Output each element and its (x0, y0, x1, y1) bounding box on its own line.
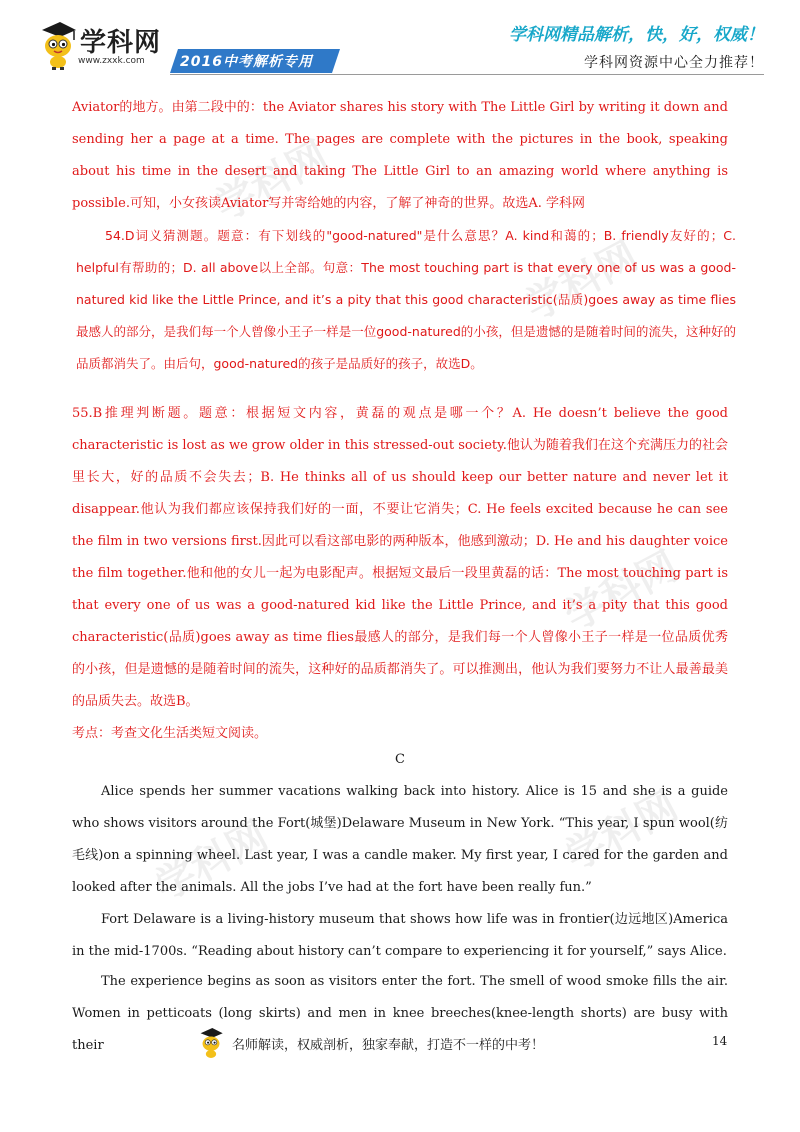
page-header (0, 0, 800, 82)
watermark-logo: 学科网 (207, 133, 336, 231)
watermark-logo: 学科网 (557, 783, 686, 881)
watermark-logo: 学科网 (517, 233, 646, 331)
header-divider (170, 74, 764, 75)
edition-banner-text: 2016中考解析专用 (180, 54, 313, 70)
section-heading: C (395, 752, 405, 767)
mascot-icon (198, 1026, 224, 1060)
slogan: 学科网精品解析，快，好，权威！ (509, 25, 764, 45)
passage-paragraph: Fort Delaware is a living-history museum that shows how life was in frontier(边远地区)America in the mid-1700s. “Reading about history can’t compare to experiencing it for yourself,” says Alice. (72, 912, 728, 959)
mascot-icon (38, 20, 78, 70)
passage-paragraph: Alice spends her summer vacations walking back into history. Alice is 15 and she is a guide who shows visitors around the Fort(城堡)Delaware Museum in New York. “This year, I spun wool(纺毛线)on a spinning wheel. Last year, I was a candle maker. My first year, I cared for the garden and looked after the animals. All the jobs I’ve had at the fort have been really fun.” (72, 784, 728, 895)
answer-54-explanation: 54.D词义猜测题。题意：有下划线的"good-natured"是什么意思？A. kind和蔼的；B. friendly友好的；C. helpful有帮助的；D. all above以上全部。句意：The most touching part is that every one of us was a good-natured kid like the Little Prince, and it’s a pity that this good characteristic(品质)goes away as time flies最感人的部分，是我们每一个人曾像小王子一样是一位good-natured的小孩，但是遗憾的是随着时间的流失，这种好的品质都消失了。由后句，good-natured的孩子是品质好的孩子，故选D。 (76, 228, 736, 371)
watermark-logo: 学科网 (147, 813, 276, 911)
logo (38, 18, 178, 74)
passage-paragraph: The experience begins as soon as visitors enter the fort. The smell of wood smoke fills the air. Women in petticoats (long skirts) and men in knee breeches(knee-length shorts) are busy with their (72, 974, 728, 1053)
logo-url: www.zxxk.com (78, 56, 145, 66)
footer-slogan: 名师解读，权威剖析，独家奉献，打造不一样的中考！ (232, 1038, 545, 1053)
page-number: 14 (712, 1034, 728, 1048)
test-point: 考点：考查文化生活类短文阅读。 (72, 726, 268, 741)
logo-text: 学科网 (80, 28, 162, 58)
recommend-text: 学科网资源中心全力推荐！ (584, 55, 764, 71)
answer-53-explanation: Aviator的地方。由第二段中的：the Aviator shares his story with The Little Girl by writing it down and sending her a page at a time. The pages are complete with the pictures in the book, speaking about his time in the desert and taking The Little Girl to an amazing world where anything is possible.可知，小女孩读Aviator写并寄给她的内容，了解了神奇的世界。故选A. 学科网 (72, 100, 728, 211)
edition-banner (170, 49, 340, 73)
answer-55-explanation: 55.B推理判断题。题意：根据短文内容，黄磊的观点是哪一个？A. He doesn’t believe the good characteristic is lost as we grow older in this stressed-out society.他认为随着我们在这个充满压力的社会里长大，好的品质不会失去；B. He thinks all of us should keep our better nature and never let it disappear.他认为我们都应该保持我们好的一面，不要让它消失；C. He feels excited because he can see the film in two versions first.因此可以看这部电影的两种版本，他感到激动；D. He and his daughter voice the film together.他和他的女儿一起为电影配声。根据短文最后一段里黄磊的话：The most touching part is that every one of us was a good-natured kid like the Little Prince, and it’s a pity that this good characteristic(品质)goes away as time flies最感人的部分，是我们每一个人曾像小王子一样是一位品质优秀的小孩，但是遗憾的是随着时间的流失，这种好的品质都消失了。可以推测出，他认为我们要努力不让人最善最美的品质失去。故选B。 (72, 406, 728, 709)
watermark-logo: 学科网 (557, 543, 686, 641)
